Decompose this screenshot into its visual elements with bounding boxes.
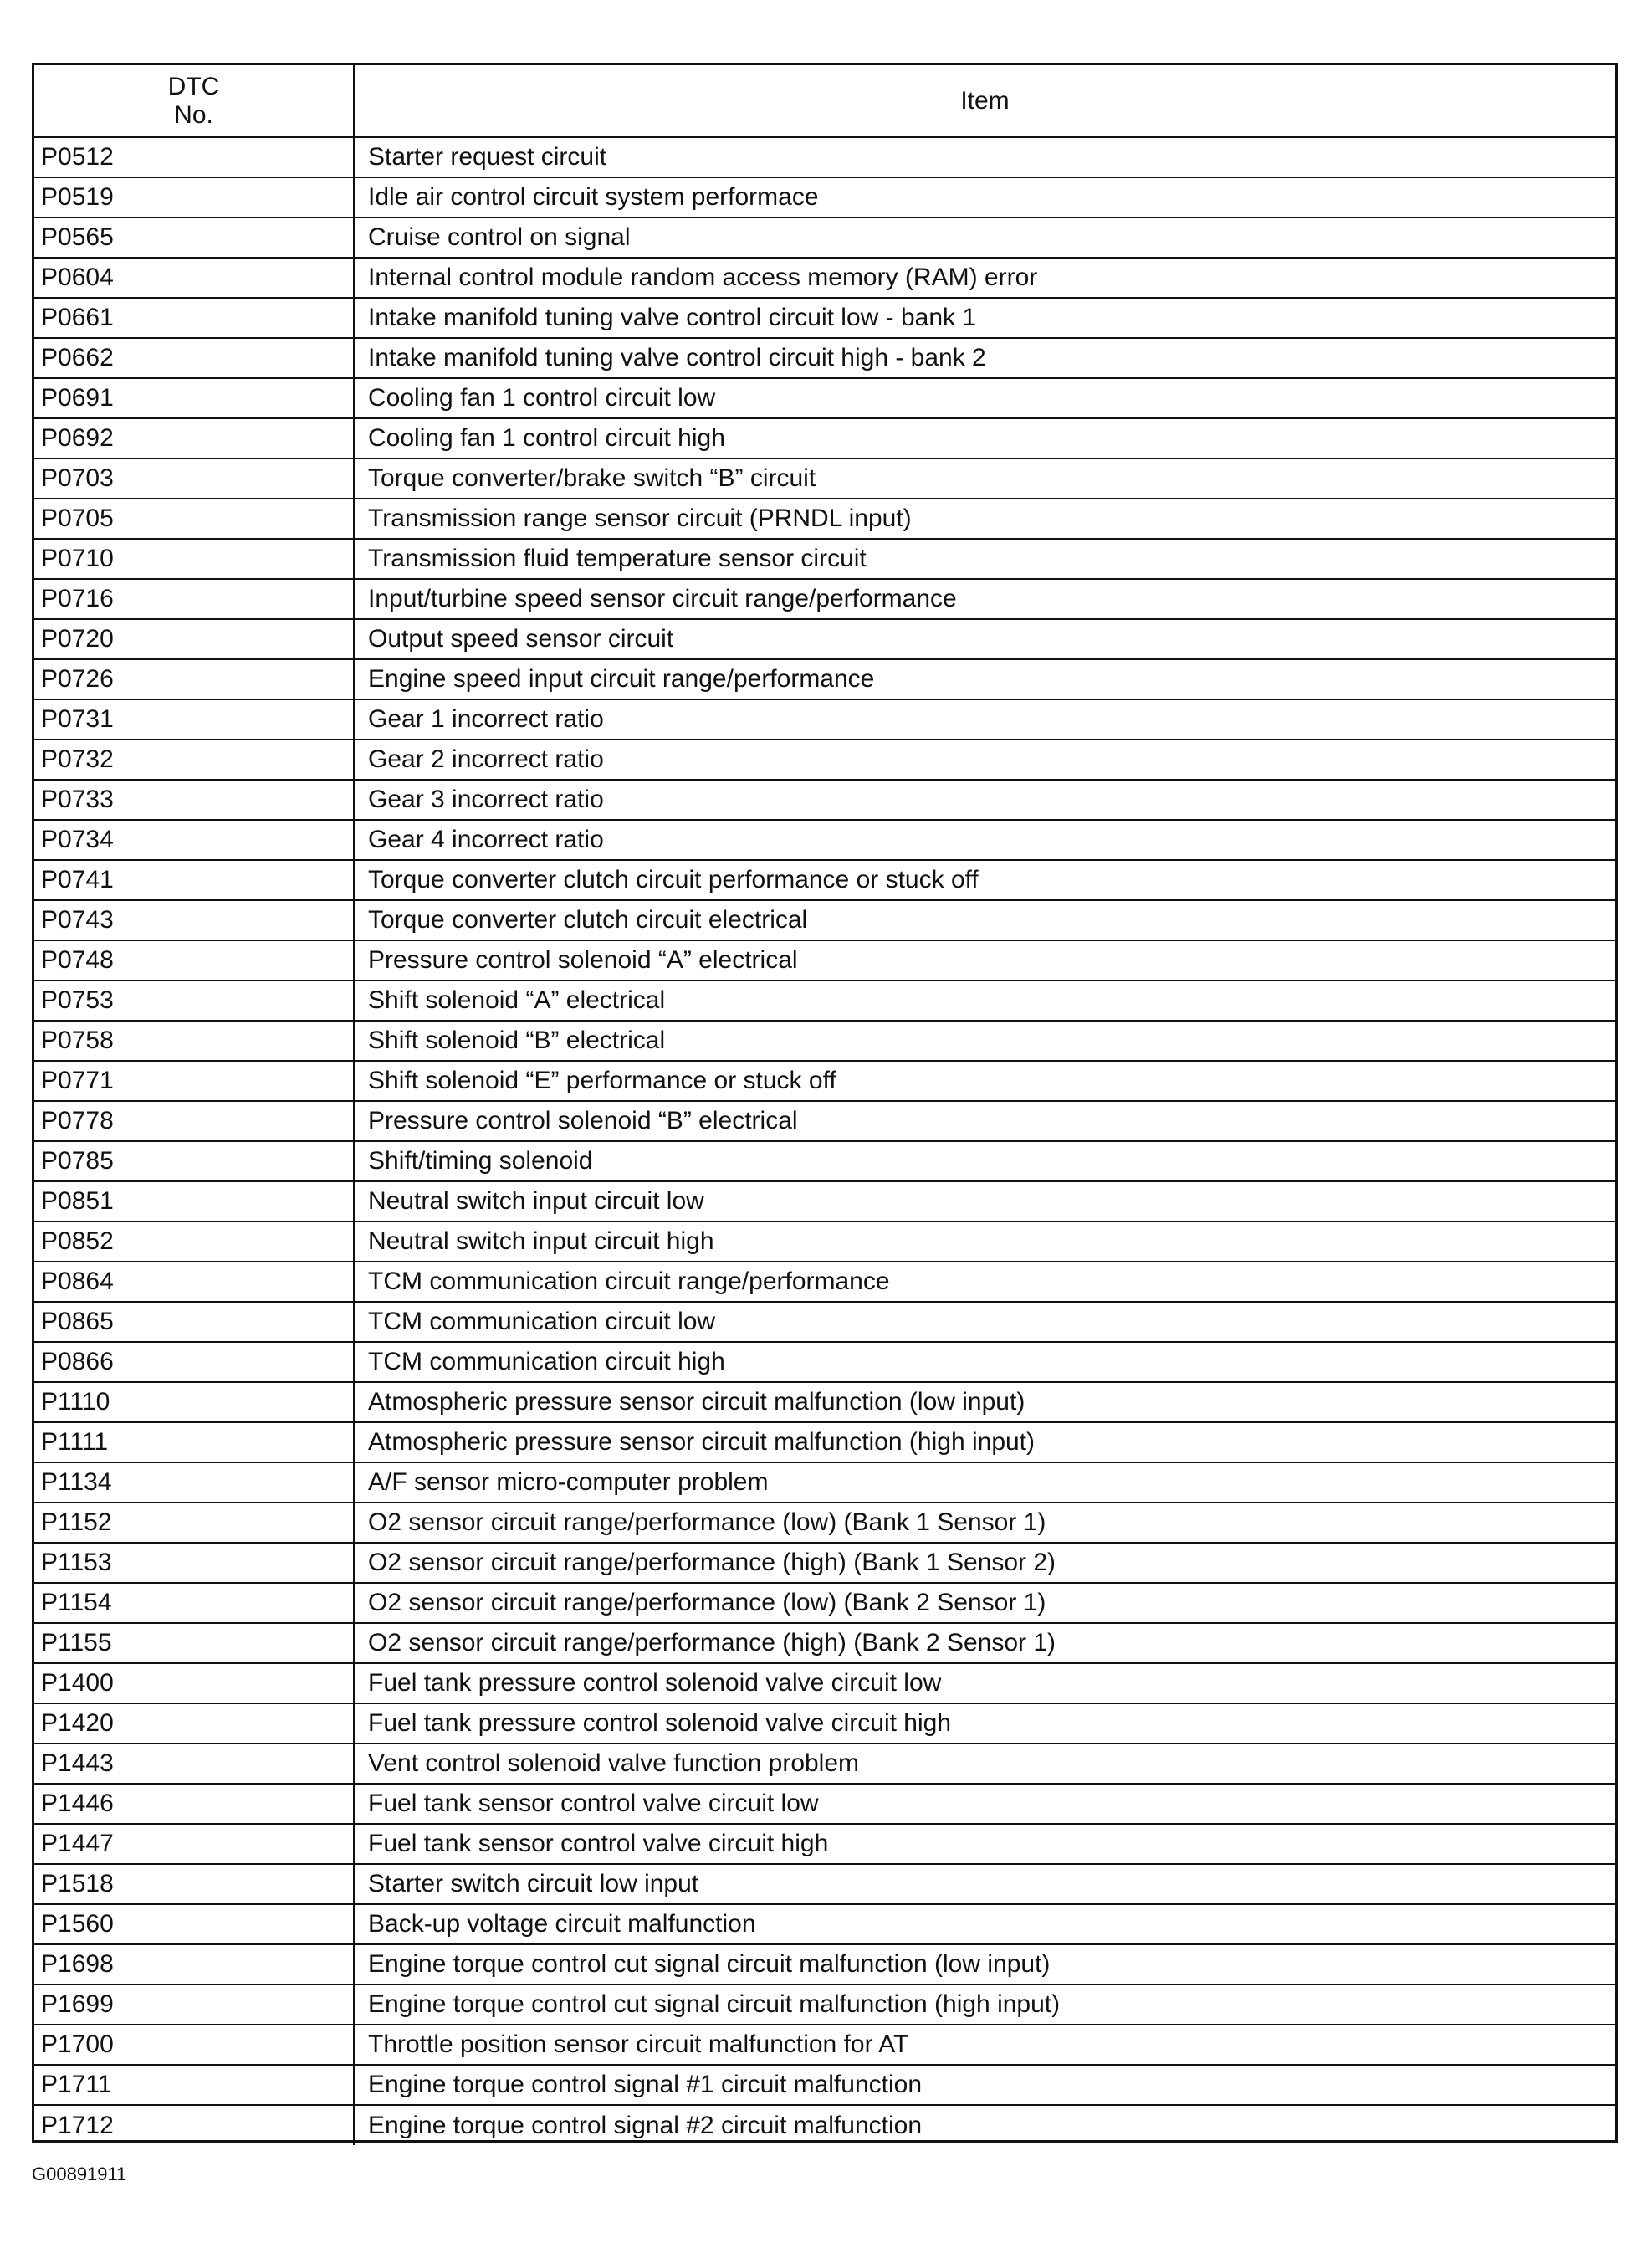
table-row <box>34 1663 1615 1703</box>
dtc-code-cell: P0512 <box>34 137 354 177</box>
dtc-code-cell: P0741 <box>34 860 354 900</box>
dtc-item-cell: Transmission fluid temperature sensor circuit <box>354 539 1615 579</box>
dtc-item-cell: Transmission range sensor circuit (PRNDL input) <box>354 499 1615 539</box>
table-row <box>34 900 1615 940</box>
dtc-item-cell: Back-up voltage circuit malfunction <box>354 1904 1615 1944</box>
dtc-item-cell: Starter request circuit <box>354 137 1615 177</box>
dtc-code-cell: P1111 <box>34 1422 354 1462</box>
table-row <box>34 1583 1615 1623</box>
table-row <box>34 218 1615 258</box>
dtc-code-cell: P0716 <box>34 579 354 619</box>
dtc-item-cell: Idle air control circuit system performace <box>354 177 1615 218</box>
table-row <box>34 1944 1615 1984</box>
dtc-table-frame <box>32 63 1618 2143</box>
dtc-code-cell: P1560 <box>34 1904 354 1944</box>
table-row <box>34 1342 1615 1382</box>
table-row <box>34 1904 1615 1944</box>
dtc-code-cell: P0732 <box>34 740 354 780</box>
dtc-table-body <box>34 137 1615 2145</box>
header-dtc-no <box>34 65 354 137</box>
figure-id: G00891911 <box>32 2164 127 2184</box>
dtc-code-cell: P1152 <box>34 1503 354 1543</box>
dtc-code-cell: P0604 <box>34 258 354 298</box>
dtc-code-cell: P1155 <box>34 1623 354 1663</box>
dtc-code-cell: P1420 <box>34 1703 354 1744</box>
dtc-code-cell: P0720 <box>34 619 354 659</box>
dtc-item-cell: Neutral switch input circuit low <box>354 1181 1615 1221</box>
dtc-code-cell: P0733 <box>34 780 354 820</box>
dtc-code-cell: P0865 <box>34 1302 354 1342</box>
dtc-item-cell: Shift solenoid “B” electrical <box>354 1021 1615 1061</box>
dtc-item-cell: Cooling fan 1 control circuit high <box>354 418 1615 458</box>
dtc-item-cell: Torque converter clutch circuit electrical <box>354 900 1615 940</box>
dtc-code-cell: P0662 <box>34 338 354 378</box>
dtc-code-cell: P1154 <box>34 1583 354 1623</box>
dtc-code-cell: P1518 <box>34 1864 354 1904</box>
dtc-item-cell: O2 sensor circuit range/performance (high) (Bank 1 Sensor 2) <box>354 1543 1615 1583</box>
dtc-item-cell: Pressure control solenoid “B” electrical <box>354 1101 1615 1141</box>
dtc-code-cell: P0661 <box>34 298 354 338</box>
table-row <box>34 780 1615 820</box>
dtc-item-cell: Vent control solenoid valve function problem <box>354 1744 1615 1784</box>
dtc-item-cell: Shift/timing solenoid <box>354 1141 1615 1181</box>
dtc-item-cell: Gear 3 incorrect ratio <box>354 780 1615 820</box>
dtc-code-cell: P1153 <box>34 1543 354 1583</box>
table-row <box>34 1784 1615 1824</box>
dtc-item-cell: TCM communication circuit range/performance <box>354 1262 1615 1302</box>
table-row <box>34 298 1615 338</box>
dtc-code-cell: P0785 <box>34 1141 354 1181</box>
dtc-item-cell: Engine torque control signal #2 circuit malfunction <box>354 2105 1615 2145</box>
dtc-code-cell: P0743 <box>34 900 354 940</box>
dtc-item-cell: Fuel tank pressure control solenoid valve circuit high <box>354 1703 1615 1744</box>
table-row <box>34 1503 1615 1543</box>
dtc-code-cell: P0771 <box>34 1061 354 1101</box>
table-row <box>34 820 1615 860</box>
dtc-item-cell: Torque converter/brake switch “B” circuit <box>354 458 1615 499</box>
table-row <box>34 1181 1615 1221</box>
dtc-item-cell: Engine torque control cut signal circuit malfunction (low input) <box>354 1944 1615 1984</box>
dtc-item-cell: Cooling fan 1 control circuit low <box>354 378 1615 418</box>
dtc-item-cell: O2 sensor circuit range/performance (high) (Bank 2 Sensor 1) <box>354 1623 1615 1663</box>
dtc-code-cell: P1443 <box>34 1744 354 1784</box>
dtc-item-cell: Engine torque control signal #1 circuit malfunction <box>354 2065 1615 2105</box>
table-row <box>34 1422 1615 1462</box>
table-row <box>34 177 1615 218</box>
dtc-item-cell: Neutral switch input circuit high <box>354 1221 1615 1262</box>
dtc-item-cell: Output speed sensor circuit <box>354 619 1615 659</box>
dtc-item-cell: TCM communication circuit high <box>354 1342 1615 1382</box>
dtc-item-cell: TCM communication circuit low <box>354 1302 1615 1342</box>
table-row <box>34 1061 1615 1101</box>
table-row <box>34 740 1615 780</box>
header-dtc-line1: DTC <box>167 72 220 100</box>
dtc-code-cell: P0866 <box>34 1342 354 1382</box>
dtc-code-cell: P1134 <box>34 1462 354 1503</box>
dtc-code-cell: P0519 <box>34 177 354 218</box>
table-row <box>34 1021 1615 1061</box>
table-row <box>34 1302 1615 1342</box>
table-row <box>34 258 1615 298</box>
table-row <box>34 699 1615 740</box>
dtc-code-cell: P0710 <box>34 539 354 579</box>
dtc-code-cell: P0864 <box>34 1262 354 1302</box>
dtc-code-cell: P1110 <box>34 1382 354 1422</box>
header-dtc-line2: No. <box>174 100 213 129</box>
table-row <box>34 418 1615 458</box>
dtc-code-cell: P1700 <box>34 2025 354 2065</box>
table-row <box>34 1703 1615 1744</box>
table-row <box>34 1824 1615 1864</box>
table-row <box>34 1101 1615 1141</box>
dtc-code-cell: P1447 <box>34 1824 354 1864</box>
dtc-item-cell: Atmospheric pressure sensor circuit malfunction (high input) <box>354 1422 1615 1462</box>
dtc-item-cell: Shift solenoid “A” electrical <box>354 981 1615 1021</box>
dtc-item-cell: Engine speed input circuit range/performance <box>354 659 1615 699</box>
dtc-item-cell: Fuel tank sensor control valve circuit low <box>354 1784 1615 1824</box>
table-row <box>34 981 1615 1021</box>
dtc-code-cell: P1699 <box>34 1984 354 2025</box>
table-row <box>34 1221 1615 1262</box>
table-row <box>34 458 1615 499</box>
table-row <box>34 1864 1615 1904</box>
dtc-code-cell: P0748 <box>34 940 354 981</box>
dtc-code-cell: P0705 <box>34 499 354 539</box>
dtc-item-cell: A/F sensor micro-computer problem <box>354 1462 1615 1503</box>
dtc-item-cell: Atmospheric pressure sensor circuit malfunction (low input) <box>354 1382 1615 1422</box>
dtc-item-cell: Fuel tank sensor control valve circuit high <box>354 1824 1615 1864</box>
dtc-code-cell: P1446 <box>34 1784 354 1824</box>
table-row <box>34 860 1615 900</box>
table-row <box>34 619 1615 659</box>
dtc-code-cell: P1698 <box>34 1944 354 1984</box>
table-row <box>34 2065 1615 2105</box>
dtc-item-cell: Torque converter clutch circuit performance or stuck off <box>354 860 1615 900</box>
dtc-item-cell: Pressure control solenoid “A” electrical <box>354 940 1615 981</box>
table-row <box>34 1382 1615 1422</box>
dtc-code-cell: P1712 <box>34 2105 354 2145</box>
table-row <box>34 338 1615 378</box>
table-row <box>34 940 1615 981</box>
dtc-item-cell: Engine torque control cut signal circuit malfunction (high input) <box>354 1984 1615 2025</box>
table-row <box>34 137 1615 177</box>
dtc-code-cell: P0731 <box>34 699 354 740</box>
dtc-code-cell: P0753 <box>34 981 354 1021</box>
dtc-item-cell: Shift solenoid “E” performance or stuck off <box>354 1061 1615 1101</box>
dtc-code-cell: P1711 <box>34 2065 354 2105</box>
dtc-code-cell: P0703 <box>34 458 354 499</box>
dtc-code-cell: P0758 <box>34 1021 354 1061</box>
header-item: Item <box>354 65 1615 137</box>
dtc-code-cell: P0851 <box>34 1181 354 1221</box>
dtc-item-cell: Internal control module random access memory (RAM) error <box>354 258 1615 298</box>
dtc-item-cell: Input/turbine speed sensor circuit range/performance <box>354 579 1615 619</box>
dtc-code-cell: P1400 <box>34 1663 354 1703</box>
dtc-item-cell: Throttle position sensor circuit malfunction for AT <box>354 2025 1615 2065</box>
table-row <box>34 1141 1615 1181</box>
table-header-row <box>34 65 1615 137</box>
table-row <box>34 499 1615 539</box>
dtc-item-cell: Starter switch circuit low input <box>354 1864 1615 1904</box>
dtc-code-cell: P0734 <box>34 820 354 860</box>
dtc-code-cell: P0726 <box>34 659 354 699</box>
table-row <box>34 1462 1615 1503</box>
table-row <box>34 539 1615 579</box>
table-row <box>34 2105 1615 2145</box>
dtc-code-cell: P0852 <box>34 1221 354 1262</box>
table-row <box>34 1984 1615 2025</box>
dtc-item-cell: Gear 2 incorrect ratio <box>354 740 1615 780</box>
table-row <box>34 659 1615 699</box>
dtc-item-cell: Intake manifold tuning valve control circuit low - bank 1 <box>354 298 1615 338</box>
table-row <box>34 2025 1615 2065</box>
table-row <box>34 1262 1615 1302</box>
dtc-item-cell: O2 sensor circuit range/performance (low) (Bank 2 Sensor 1) <box>354 1583 1615 1623</box>
dtc-code-cell: P0692 <box>34 418 354 458</box>
table-row <box>34 378 1615 418</box>
dtc-code-cell: P0565 <box>34 218 354 258</box>
table-row <box>34 1543 1615 1583</box>
dtc-item-cell: Gear 4 incorrect ratio <box>354 820 1615 860</box>
dtc-item-cell: Intake manifold tuning valve control circuit high - bank 2 <box>354 338 1615 378</box>
dtc-item-cell: Cruise control on signal <box>354 218 1615 258</box>
table-row <box>34 1744 1615 1784</box>
dtc-item-cell: O2 sensor circuit range/performance (low) (Bank 1 Sensor 1) <box>354 1503 1615 1543</box>
dtc-table <box>34 65 1615 2145</box>
dtc-item-cell: Gear 1 incorrect ratio <box>354 699 1615 740</box>
dtc-code-cell: P0778 <box>34 1101 354 1141</box>
dtc-code-cell: P0691 <box>34 378 354 418</box>
table-row <box>34 1623 1615 1663</box>
dtc-item-cell: Fuel tank pressure control solenoid valve circuit low <box>354 1663 1615 1703</box>
table-row <box>34 579 1615 619</box>
